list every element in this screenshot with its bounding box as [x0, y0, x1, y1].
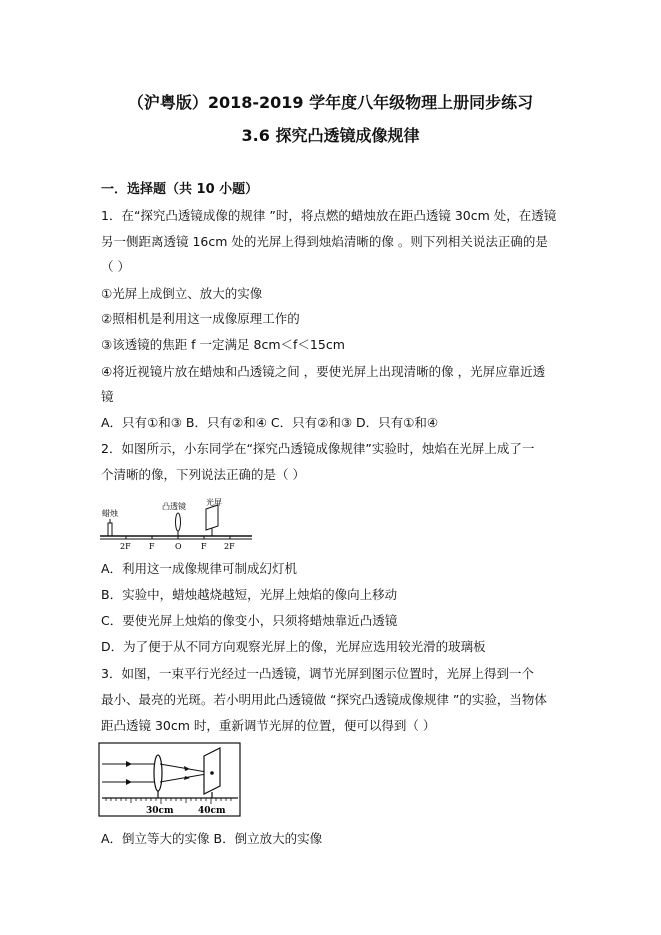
q2-label-lens: 凸透镜: [162, 502, 186, 511]
q2-option-b: B．实验中，蜡烛越烧越短，光屏上烛焰的像向上移动: [101, 587, 398, 602]
q2-mark-F-right: F: [201, 542, 207, 551]
q2-label-candle: 蜡烛: [102, 509, 118, 518]
q2-mark-O: O: [175, 542, 182, 551]
candle-icon: [108, 523, 112, 536]
q2-stem-line1: 2．如图所示，小东同学在“探究凸透镜成像规律”实验时，烛焰在光屏上成了一: [101, 441, 535, 456]
screen-icon: [204, 748, 220, 794]
q3-stem-line1: 3．如图，一束平行光经过一凸透镜，调节光屏到图示位置时，光屏上得到一个: [101, 666, 534, 681]
q1-stem-line3: （ ）: [101, 259, 130, 274]
q3-options-ab: A．倒立等大的实像 B．倒立放大的实像: [101, 831, 323, 846]
q3-label-40cm: 40cm: [198, 806, 226, 816]
q2-option-c: C．要使光屏上烛焰的像变小，只须将蜡烛靠近凸透镜: [101, 613, 398, 628]
q3-stem-line3: 距凸透镜 30cm 时，重新调节光屏的位置，便可以得到（ ）: [101, 718, 436, 733]
convex-lens-icon: [154, 755, 162, 791]
q1-options: A．只有①和③ B．只有②和④ C．只有②和③ D．只有①和④: [101, 415, 439, 430]
q1-statement-3: ③该透镜的焦距 f 一定满足 8cm＜f＜15cm: [101, 337, 345, 352]
q3-stem-line2: 最小、最亮的光斑。若小明用此凸透镜做 “探究凸透镜成像规律 ”的实验，当物体: [101, 692, 547, 707]
q1-statement-1: ①光屏上成倒立、放大的实像: [101, 286, 263, 301]
q2-mark-F-left: F: [149, 542, 155, 551]
q2-option-d: D．为了便于从不同方向观察光屏上的像，光屏应选用较光滑的玻璃板: [101, 639, 486, 654]
q1-stem-line1: 1．在“探究凸透镜成像的规律 ”时，将点燃的蜡烛放在距凸透镜 30cm 处，在透镜: [101, 208, 557, 223]
q2-figure-optical-bench: [98, 492, 254, 554]
q1-statement-4-line2: 镜: [101, 389, 114, 404]
q2-mark-2F-right: 2F: [224, 542, 235, 551]
screen-icon: [206, 505, 218, 530]
q1-stem-line2: 另一侧距离透镜 16cm 处的光屏上得到烛焰清晰的像 。则下列相关说法正确的是: [101, 234, 548, 249]
q3-label-30cm: 30cm: [146, 806, 174, 816]
section-header: 一．选择题（共 10 小题）: [101, 182, 259, 197]
document-title: （沪粤版）2018-2019 学年度八年级物理上册同步练习: [127, 93, 534, 112]
q2-mark-2F-left: 2F: [120, 542, 131, 551]
document-subtitle: 3.6 探究凸透镜成像规律: [241, 126, 420, 145]
q1-statement-2: ②照相机是利用这一成像原理工作的: [101, 311, 300, 326]
q2-label-screen: 光屏: [206, 498, 222, 507]
convex-lens-icon: [176, 513, 181, 531]
q1-statement-4-line1: ④将近视镜片放在蜡烛和凸透镜之间 ，要使光屏上出现清晰的像 ，光屏应靠近透: [101, 364, 546, 379]
q2-stem-line2: 个清晰的像，下列说法正确的是（ ）: [101, 467, 305, 482]
q3-figure-lens-focus: [98, 742, 242, 818]
q2-option-a: A．利用这一成像规律可制成幻灯机: [101, 561, 298, 576]
